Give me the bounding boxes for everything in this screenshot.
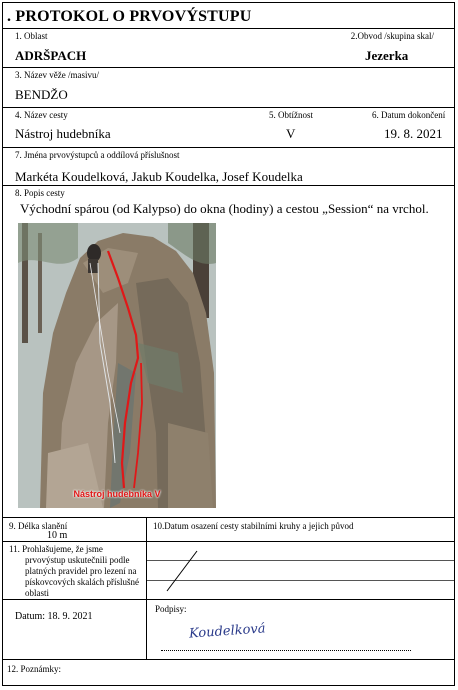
divider — [3, 147, 454, 148]
divider — [3, 517, 454, 518]
slaneni-label: 9. Délka slanění — [9, 521, 68, 531]
oblast-label: 1. Oblast — [15, 31, 48, 41]
column-divider — [146, 517, 147, 599]
datum-podpisu: Datum: 18. 9. 2021 — [15, 611, 93, 622]
obtiznost-label: 5. Obtížnost — [269, 110, 313, 120]
divider — [3, 67, 454, 68]
slaneni-value: 10 m — [47, 530, 68, 541]
cesta-value: Nástroj hudebníka — [15, 126, 111, 141]
prohlaseni-line: 11. Prohlašujeme, že jsme — [9, 544, 103, 554]
osazeni-label: 10.Datum osazení cesty stabilními kruhy a jejich původ — [153, 521, 354, 531]
cesta-label: 4. Název cesty — [15, 110, 68, 120]
page-title: . PROTOKOL O PRVOVÝSTUPU — [7, 8, 252, 25]
divider — [3, 599, 454, 600]
protocol-form — [2, 2, 455, 686]
prohlaseni-line: pískovcových skalách příslušné — [25, 577, 139, 587]
prohlaseni-text — [9, 544, 144, 599]
obvod-value: Jezerka — [365, 48, 409, 63]
vez-label: 3. Název věže /masivu/ — [15, 70, 99, 80]
prohlaseni-line: platných pravidel pro lezení na — [25, 566, 137, 576]
datum-value: 19. 8. 2021 — [384, 126, 443, 141]
rock-image — [18, 223, 216, 508]
poznamky-label: 12. Poznámky: — [7, 664, 61, 674]
obvod-label: 2.Obvod /skupina skal/ — [350, 31, 434, 41]
divider — [3, 185, 454, 186]
divider — [3, 28, 454, 29]
popis-label: 8. Popis cesty — [15, 188, 65, 198]
signature-line — [161, 650, 411, 651]
divider — [3, 541, 454, 542]
route-label: Nástroj hudebníka V — [73, 489, 161, 499]
column-divider — [146, 599, 147, 659]
jmena-label: 7. Jména prvovýstupců a oddílová příslušnost — [15, 150, 180, 160]
strike-line — [163, 547, 203, 595]
prohlaseni-line: oblasti — [25, 588, 49, 598]
divider — [3, 659, 454, 660]
popis-value: Východní spárou (od Kalypso) do okna (hodiny) a cestou „Session“ na vrchol. — [20, 201, 429, 216]
route-photo — [18, 223, 216, 508]
signature: Koudelková — [188, 621, 266, 642]
datum-label: 6. Datum dokončení — [372, 110, 446, 120]
podpisy-label: Podpisy: — [155, 604, 187, 614]
oblast-value: ADRŠPACH — [15, 48, 87, 63]
obtiznost-value: V — [286, 126, 296, 141]
jmena-value: Markéta Koudelková, Jakub Koudelka, Josef Koudelka — [15, 169, 303, 184]
divider — [3, 107, 454, 108]
vez-value: BENDŽO — [15, 87, 68, 102]
prohlaseni-line: prvovýstup uskutečnili podle — [25, 555, 130, 565]
